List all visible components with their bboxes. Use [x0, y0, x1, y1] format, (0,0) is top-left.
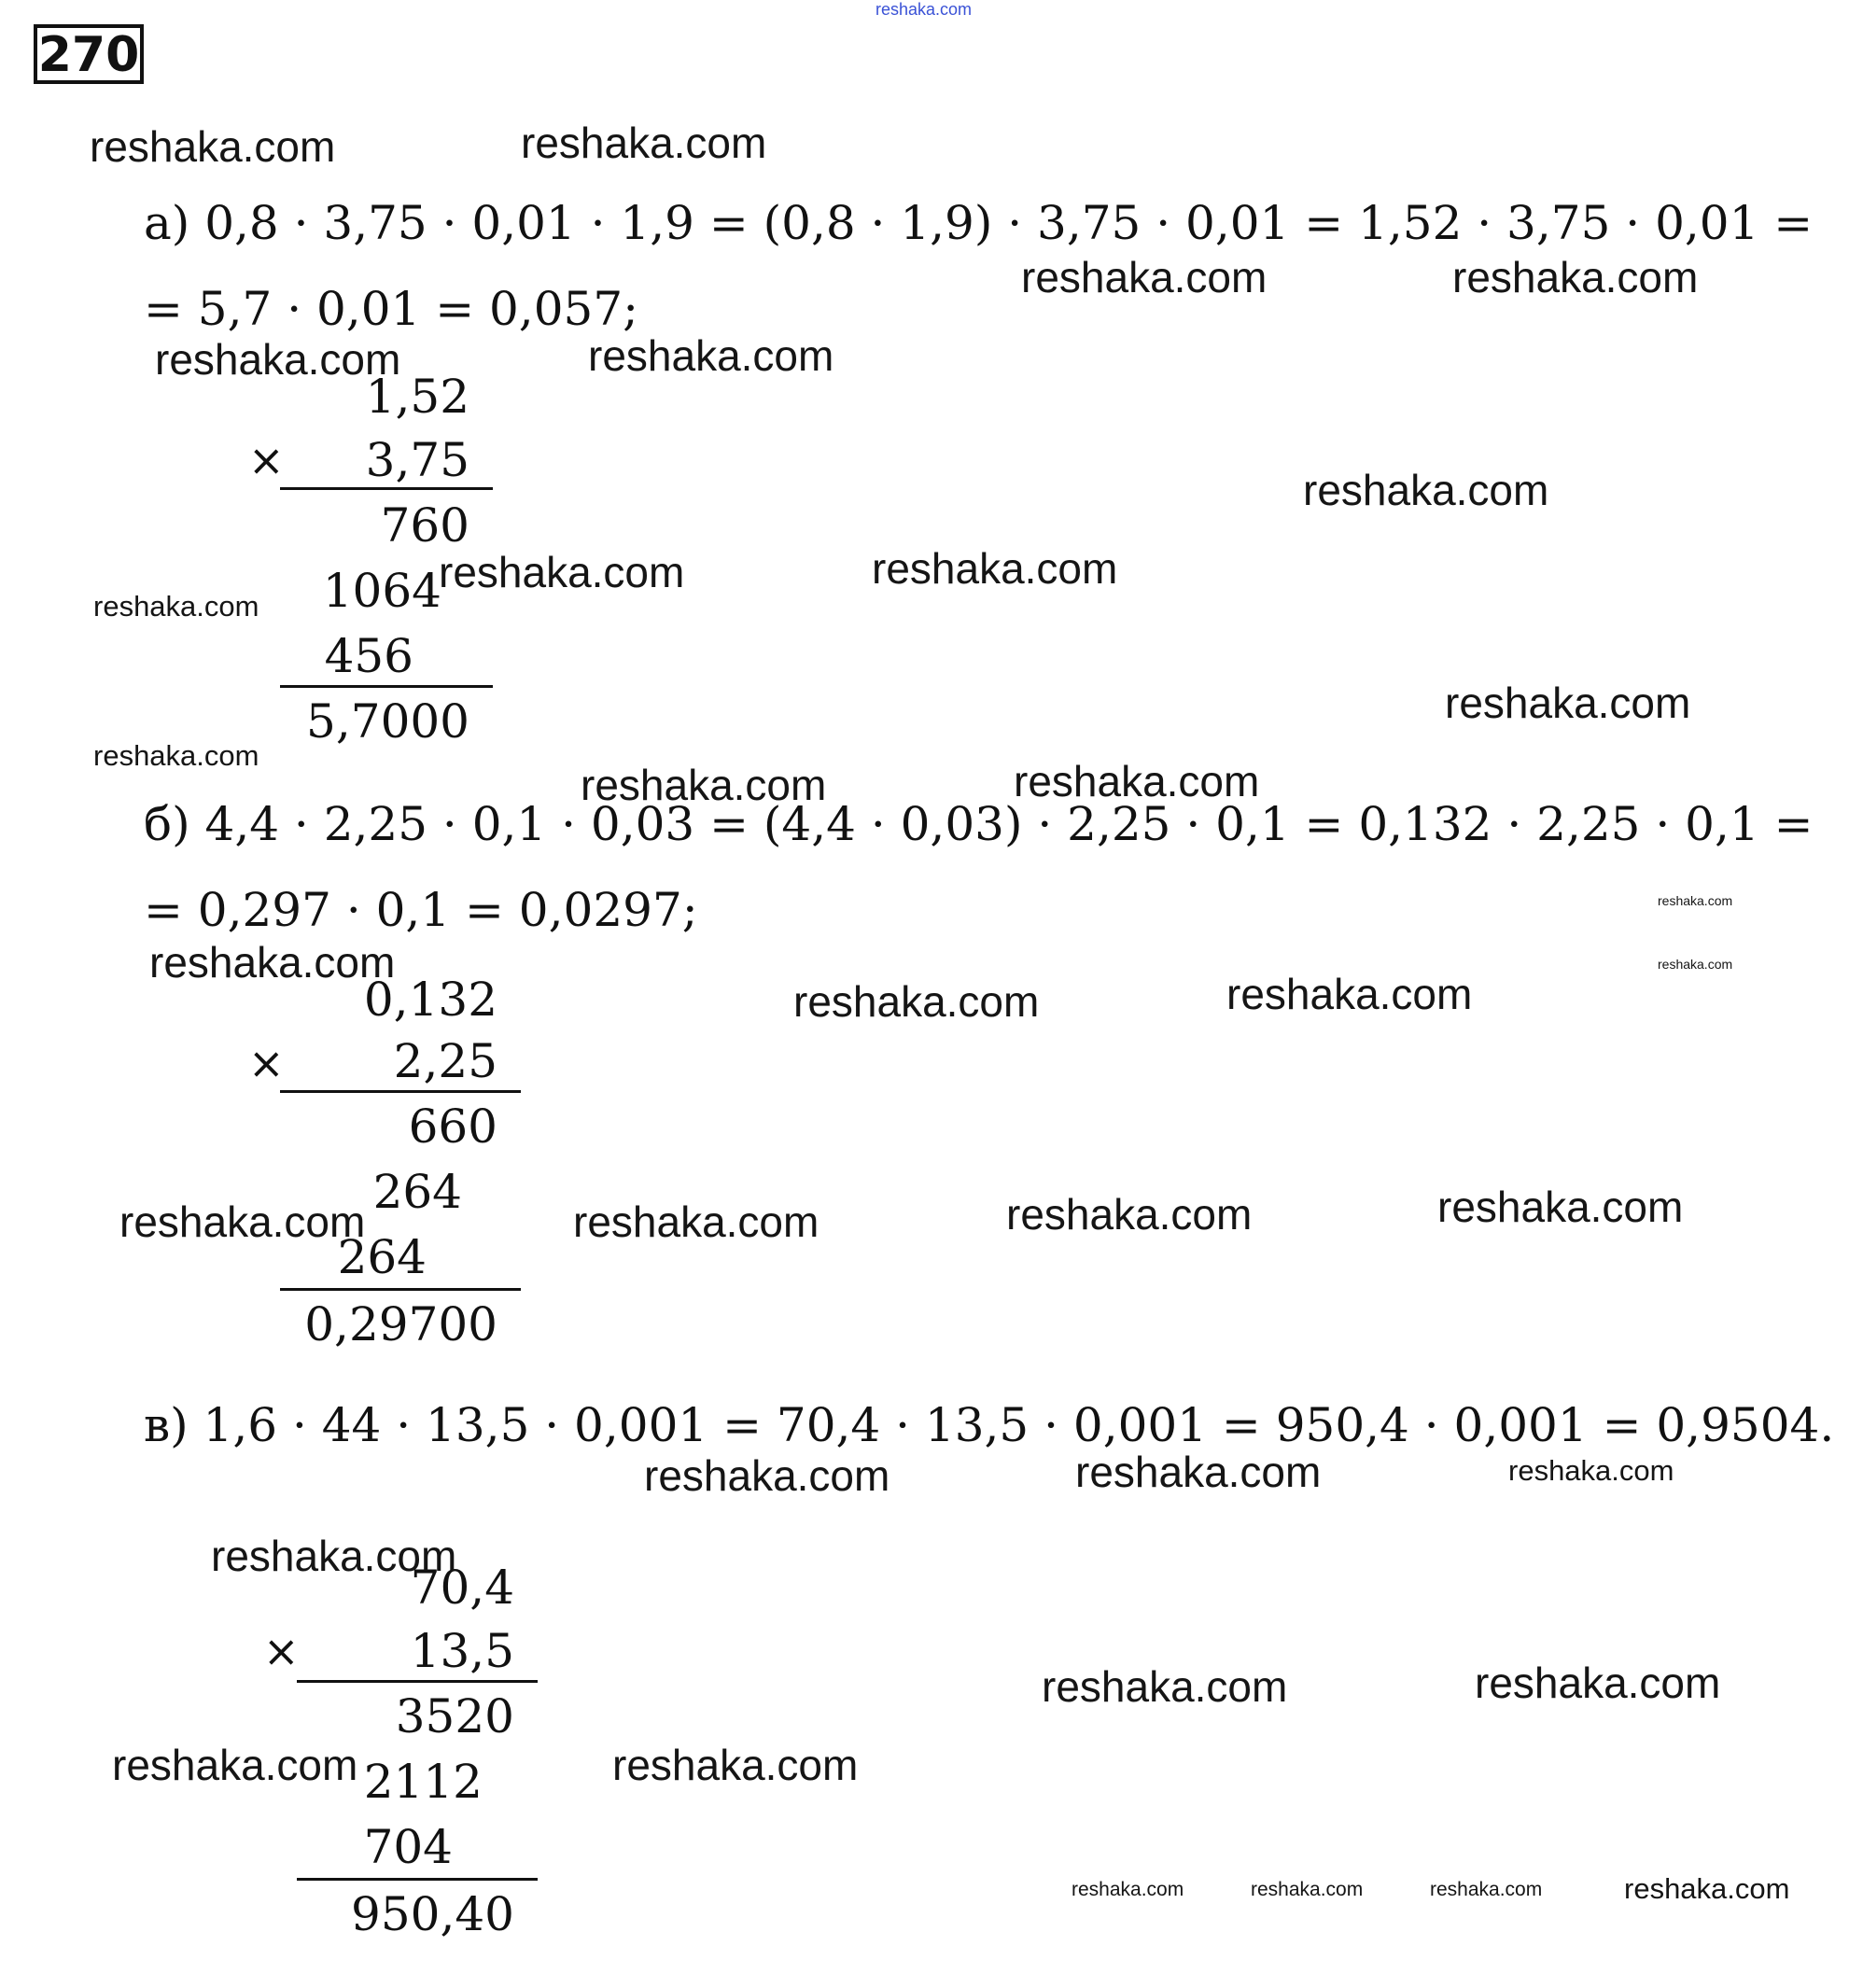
watermark: reshaka.com: [1021, 253, 1268, 301]
part-a-equation-line-1: а) 0,8 · 3,75 · 0,01 · 1,9 = (0,8 · 1,9) · 3,75 · 0,01 = 1,52 · 3,75 · 0,01 =: [144, 196, 1814, 250]
watermark: reshaka.com: [112, 1741, 358, 1789]
part-c-operand-2: 13,5: [410, 1624, 514, 1678]
part-a-equation-line-2: = 5,7 · 0,01 = 0,057;: [144, 282, 638, 336]
watermark: reshaka.com: [588, 331, 834, 380]
watermark: reshaka.com: [521, 119, 767, 167]
site-link[interactable]: reshaka.com: [875, 0, 973, 19]
part-b-partial-3: 264: [337, 1230, 427, 1284]
part-a-rule-2: [280, 685, 493, 688]
part-c-rule-1: [297, 1680, 538, 1683]
part-b-partial-2: 264: [372, 1165, 462, 1219]
watermark: reshaka.com: [1042, 1662, 1288, 1711]
part-c-partial-3: 704: [363, 1820, 453, 1874]
watermark: reshaka.com: [1251, 1879, 1364, 1900]
watermark: reshaka.com: [1014, 757, 1260, 805]
watermark: reshaka.com: [1226, 970, 1473, 1018]
watermark: reshaka.com: [211, 1532, 457, 1580]
multiply-sign: ×: [248, 435, 285, 485]
watermark: reshaka.com: [581, 761, 827, 809]
watermark: reshaka.com: [1437, 1183, 1684, 1231]
multiply-sign: ×: [248, 1038, 285, 1088]
part-a-result: 5,7000: [306, 694, 469, 749]
watermark: reshaka.com: [644, 1451, 890, 1500]
part-c-result: 950,40: [351, 1887, 514, 1941]
watermark: reshaka.com: [1303, 466, 1549, 514]
watermark: reshaka.com: [1624, 1872, 1790, 1905]
watermark: reshaka.com: [1508, 1454, 1674, 1487]
part-c-partial-2: 2112: [363, 1755, 483, 1809]
part-b-equation-line-1: б) 4,4 · 2,25 · 0,1 · 0,03 = (4,4 · 0,03) · 2,25 · 0,1 = 0,132 · 2,25 · 0,1 =: [144, 797, 1814, 851]
part-a-rule-1: [280, 487, 493, 490]
watermark: reshaka.com: [872, 544, 1118, 593]
watermark: reshaka.com: [1075, 1448, 1322, 1496]
part-b-equation-line-2: = 0,297 · 0,1 = 0,0297;: [144, 883, 698, 937]
part-a-partial-2: 1064: [322, 564, 441, 618]
watermark: reshaka.com: [155, 335, 401, 384]
part-b-rule-2: [280, 1288, 521, 1291]
watermark: reshaka.com: [90, 122, 336, 171]
multiply-sign: ×: [263, 1626, 300, 1676]
part-b-operand-1: 0,132: [363, 973, 497, 1027]
watermark: reshaka.com: [1072, 1879, 1184, 1900]
watermark: reshaka.com: [93, 739, 259, 772]
part-c-equation-line-1: в) 1,6 · 44 · 13,5 · 0,001 = 70,4 · 13,5 · 0,001 = 950,4 · 0,001 = 0,9504.: [144, 1398, 1835, 1452]
watermark: reshaka.com: [1430, 1879, 1543, 1900]
watermark: reshaka.com: [1006, 1190, 1253, 1239]
watermark: reshaka.com: [573, 1197, 819, 1246]
watermark: reshaka.com: [93, 590, 259, 623]
task-number-badge: 270: [34, 24, 144, 84]
watermark: reshaka.com: [793, 977, 1040, 1026]
part-b-rule-1: [280, 1090, 521, 1093]
part-a-partial-3: 456: [324, 629, 413, 683]
part-b-operand-2: 2,25: [393, 1034, 497, 1088]
watermark: reshaka.com: [1475, 1659, 1721, 1707]
part-b-partial-1: 660: [408, 1099, 497, 1154]
part-a-operand-2: 3,75: [365, 433, 469, 487]
watermark: reshaka.com: [1452, 253, 1699, 301]
part-c-operand-1: 70,4: [410, 1561, 514, 1615]
watermark: reshaka.com: [1658, 957, 1733, 972]
part-c-rule-2: [297, 1878, 538, 1881]
part-b-result: 0,29700: [304, 1297, 497, 1351]
watermark: reshaka.com: [612, 1741, 859, 1789]
part-c-partial-1: 3520: [395, 1689, 514, 1743]
watermark: reshaka.com: [439, 548, 685, 596]
part-a-operand-1: 1,52: [365, 370, 469, 424]
part-a-partial-1: 760: [380, 498, 469, 553]
watermark: reshaka.com: [119, 1197, 366, 1246]
watermark: reshaka.com: [149, 938, 396, 987]
watermark: reshaka.com: [1445, 679, 1691, 727]
watermark: reshaka.com: [1658, 893, 1733, 908]
